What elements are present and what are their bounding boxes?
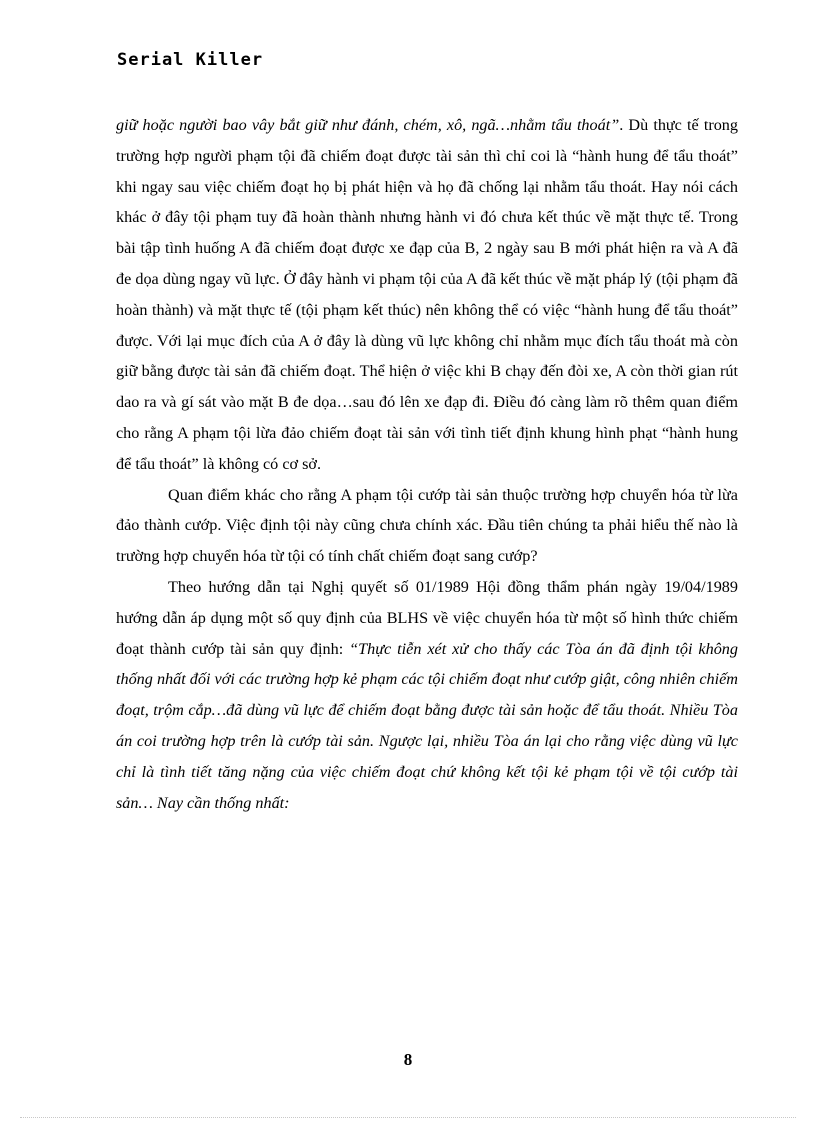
page-bottom-rule (20, 1117, 796, 1118)
paragraph-1 (116, 110, 738, 480)
paragraph-3 (116, 572, 738, 818)
body-text (116, 110, 738, 818)
page-number: 8 (403, 1050, 413, 1069)
paragraph-text: Quan điểm khác cho rằng A phạm tội cướp tài sản thuộc trường hợp chuyển hóa từ lừa đảo thành cướp. Việc định tội này cũng chưa chính xác. Đầu tiên chúng ta phải hiểu thế nào là trường hợp chuyển hóa từ tội có tính chất chiếm đoạt sang cướp? (116, 485, 738, 566)
page-header-title: Serial Killer (117, 50, 264, 70)
paragraph-2 (116, 480, 738, 572)
quoted-text: giữ hoặc người bao vây bắt giữ như đánh, chém, xô, ngã…nhằm tẩu thoát” (116, 116, 620, 134)
paragraph-text: Theo hướng dẫn tại Nghị quyết số 01/1989 Hội đồng thẩm phán ngày 19/04/1989 hướng dẫn áp dụng một số quy định của BLHS về việc chuyển hóa từ một số hình thức chiếm đoạt thành cướp tài sản quy định: (116, 577, 738, 658)
quoted-text: “Thực tiễn xét xử cho thấy các Tòa án đã định tội không thống nhất đối với các trường hợp kẻ phạm các tội chiếm đoạt như cướp giật, công nhiên chiếm đoạt, trộm cắp…đã dùng vũ lực để chiếm đoạt bằng được tài sản hoặc để tẩu thoát. Nhiều Tòa án coi trường hợp trên là cướp tài sản. Ngược lại, nhiều Tòa án lại cho rằng việc dùng vũ lực chỉ là tình tiết tăng nặng của việc chiếm đoạt chứ không kết tội kẻ phạm tội về tội cướp tài sản… Nay cần thống nhất: (116, 639, 738, 812)
paragraph-text: . Dù thực tế trong trường hợp người phạm tội đã chiếm đoạt được tài sản thì chỉ coi là “hành hung để tẩu thoát” khi ngay sau việc chiếm đoạt họ bị phát hiện và họ đã chống lại nhằm tẩu thoát. Hay nói cách khác ở đây tội phạm tuy đã hoàn thành nhưng hành vi đó chưa kết thúc về mặt thực tế. Trong bài tập tình huống A đã chiếm đoạt được xe đạp của B, 2 ngày sau B mới phát hiện ra và A đã đe dọa dùng ngay vũ lực. Ở đây hành vi phạm tội của A đã kết thúc về mặt pháp lý (tội phạm đã hoàn thành) và mặt thực tế (tội phạm kết thúc) nên không thể có việc “hành hung để tẩu thoát” được. Với lại mục đích của A ở đây là dùng vũ lực không chỉ nhằm mục đích tẩu thoát mà còn giữ bằng được tài sản đã chiếm đoạt. Thể hiện ở việc khi B chạy đến đòi xe, A còn thời gian rút dao ra và gí sát vào mặt B đe dọa…sau đó lên xe đạp đi. Điều đó càng làm rõ thêm quan điểm cho rằng A phạm tội lừa đảo chiếm đoạt tài sản với tình tiết định khung hình phạt “hành hung để tẩu thoát” là không có cơ sở. (116, 116, 738, 473)
